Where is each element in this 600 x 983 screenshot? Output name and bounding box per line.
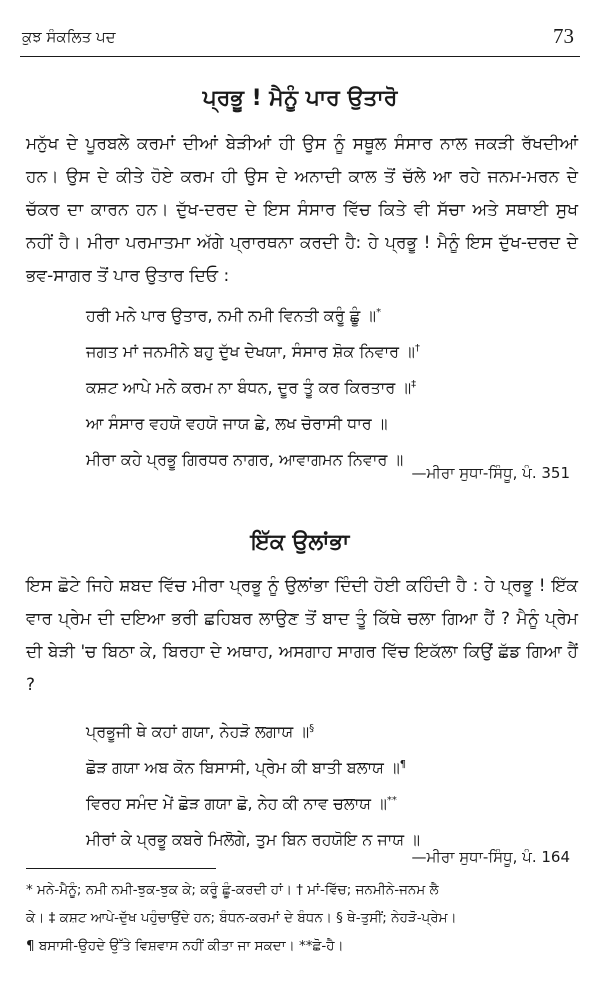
header-rule xyxy=(20,56,580,57)
section-2-verses xyxy=(86,712,586,856)
footnote-line: * ਮਨੇ-ਮੈਨੂੰ; ਨਮੀ ਨਮੀ-ਝੁਕ-ਝੁਕ ਕੇ; ਕਰੂੰ ਛੂੰ-ਕਰਦੀ ਹਾਂ। † ਮਾਂ-ਵਿੱਚ; ਜਨਮੀਨੇ-ਜਨਮ ਲੈ xyxy=(26,882,439,898)
section-title-1: ਪ੍ਰਭੂ ! ਮੈਨੂੰ ਪਾਰ ਉਤਾਰੋ xyxy=(202,86,398,111)
verse-line: ਹਰੀ ਮਨੇ ਪਾਰ ਉਤਾਰ, ਨਮੀ ਨਮੀ ਵਿਨਤੀ ਕਰੂੰ ਛੂੰ ॥* xyxy=(86,306,382,325)
footnote-rule xyxy=(26,868,216,869)
verse-line: ਕਸ਼ਟ ਆਪੇ ਮਨੇ ਕਰਮ ਨਾ ਬੰਧਨ, ਦੂਰ ਤੂੰ ਕਰ ਕਿਰਤਾਰ ॥‡ xyxy=(86,378,417,397)
section-title-2: ਇੱਕ ਉਲਾਂਭਾ xyxy=(250,530,350,555)
verse-line: ਪ੍ਰਭੂਜੀ ਥੇ ਕਹਾਂ ਗਯਾ, ਨੇਹੜੋ ਲਗਾਯ ॥§ xyxy=(86,722,315,741)
section-2-paragraph: ਇਸ ਛੋਟੇ ਜਿਹੇ ਸ਼ਬਦ ਵਿੱਚ ਮੀਰਾ ਪ੍ਰਭੂ ਨੂੰ ਉਲਾਂਭਾ ਦਿੰਦੀ ਹੋਈ ਕਹਿੰਦੀ ਹੈ : ਹੇ ਪ੍ਰਭੂ ! ਇੱਕ ਵਾਰ ਪ੍ਰੇਮ ਦੀ ਦਇਆ ਭਰੀ ਛਹਿਬਰ ਲਾਉਣ ਤੋਂ ਬਾਦ ਤੂੰ ਕਿੱਥੇ ਚਲਾ ਗਿਆ ਹੈਂ ? ਮੈਨੂੰ ਪ੍ਰੇਮ ਦੀ ਬੇੜੀ 'ਚ ਬਿਠਾ ਕੇ, ਬਿਰਹਾ ਦੇ ਅਥਾਹ, ਅਸਗਾਹ ਸਾਗਰ ਵਿੱਚ ਇਕੱਲਾ ਕਿਉਂ ਛੱਡ ਗਿਆ ਹੈਂ ? xyxy=(26,576,578,695)
footnotes xyxy=(26,876,582,960)
verse-line: ਜਗਤ ਮਾਂ ਜਨਮੀਨੇ ਬਹੁ ਦੁੱਖ ਦੇਖਯਾ, ਸੰਸਾਰ ਸ਼ੋਕ ਨਿਵਾਰ ॥† xyxy=(86,342,420,361)
section-1-verses xyxy=(86,296,586,476)
verse-line: ਵਿਰਹ ਸਮੰਦ ਮੇਂ ਛੋੜ ਗਯਾ ਛੋ, ਨੇਹ ਕੀ ਨਾਵ ਚਲਾਯ ॥** xyxy=(86,794,397,813)
verse-line: ਛੋੜ ਗਯਾ ਅਬ ਕੋਨ ਬਿਸਾਸੀ, ਪ੍ਰੇਮ ਕੀ ਬਾਤੀ ਬਲਾਯ ॥¶ xyxy=(86,758,407,777)
running-head: ਕੁਝ ਸੰਕਲਿਤ ਪਦ xyxy=(22,28,116,46)
section-1-citation: —ਮੀਰਾ ਸੁਧਾ-ਸਿੰਧੂ, ਪੰ. 351 xyxy=(411,464,570,482)
verse-line: ਮੀਰਾ ਕਹੇ ਪ੍ਰਭੂ ਗਿਰਧਰ ਨਾਗਰ, ਆਵਾਗਮਨ ਨਿਵਾਰ ॥ xyxy=(86,450,404,469)
footnote-line: ਕੇ। ‡ ਕਸ਼ਟ ਆਪੇ-ਦੁੱਖ ਪਹੁੰਚਾਉਂਦੇ ਹਨ; ਬੰਧਨ-ਕਰਮਾਂ ਦੇ ਬੰਧਨ। § ਥੇ-ਤੁਸੀਂ; ਨੇਹੜੋ-ਪ੍ਰੇਮ। xyxy=(26,910,457,926)
verse-line: ਆ ਸੰਸਾਰ ਵਹਯੋ ਵਹਯੋ ਜਾਯ ਛੇ, ਲਖ ਚੋਰਾਸੀ ਧਾਰ ॥ xyxy=(86,414,388,433)
footnote-line: ¶ ਬਸਾਸੀ-ਉਹਦੇ ਉੱਤੇ ਵਿਸ਼ਵਾਸ ਨਹੀਂ ਕੀਤਾ ਜਾ ਸਕਦਾ। **ਛੋ-ਹੈ। xyxy=(26,938,344,954)
verse-line: ਮੀਰਾਂ ਕੇ ਪ੍ਰਭੂ ਕਬਰੇ ਮਿਲੋਗੇ, ਤੁਮ ਬਿਨ ਰਹਯੋਇ ਨ ਜਾਯ ॥ xyxy=(86,830,420,849)
page-number: 73 xyxy=(553,24,574,48)
section-1-paragraph: ਮਨੁੱਖ ਦੇ ਪੂਰਬਲੇ ਕਰਮਾਂ ਦੀਆਂ ਬੇੜੀਆਂ ਹੀ ਉਸ ਨੂੰ ਸਥੂਲ ਸੰਸਾਰ ਨਾਲ ਜਕੜੀ ਰੱਖਦੀਆਂ ਹਨ। ਉਸ ਦੇ ਕੀਤੇ ਹੋਏ ਕਰਮ ਹੀ ਉਸ ਦੇ ਅਨਾਦੀ ਕਾਲ ਤੋਂ ਚੱਲੇ ਆ ਰਹੇ ਜਨਮ-ਮਰਨ ਦੇ ਚੱਕਰ ਦਾ ਕਾਰਨ ਹਨ। ਦੁੱਖ-ਦਰਦ ਦੇ ਇਸ ਸੰਸਾਰ ਵਿੱਚ ਕਿਤੇ ਵੀ ਸੱਚਾ ਅਤੇ ਸਥਾਈ ਸੁਖ ਨਹੀਂ ਹੈ। ਮੀਰਾ ਪਰਮਾਤਮਾ ਅੱਗੇ ਪ੍ਰਾਰਥਨਾ ਕਰਦੀ ਹੈ: ਹੇ ਪ੍ਰਭੂ ! ਮੈਨੂੰ ਇਸ ਦੁੱਖ-ਦਰਦ ਦੇ ਭਵ-ਸਾਗਰ ਤੋਂ ਪਾਰ ਉਤਾਰ ਦਿਓ : xyxy=(26,134,578,286)
section-2-citation: —ਮੀਰਾ ਸੁਧਾ-ਸਿੰਧੂ, ਪੰ. 164 xyxy=(411,848,570,866)
